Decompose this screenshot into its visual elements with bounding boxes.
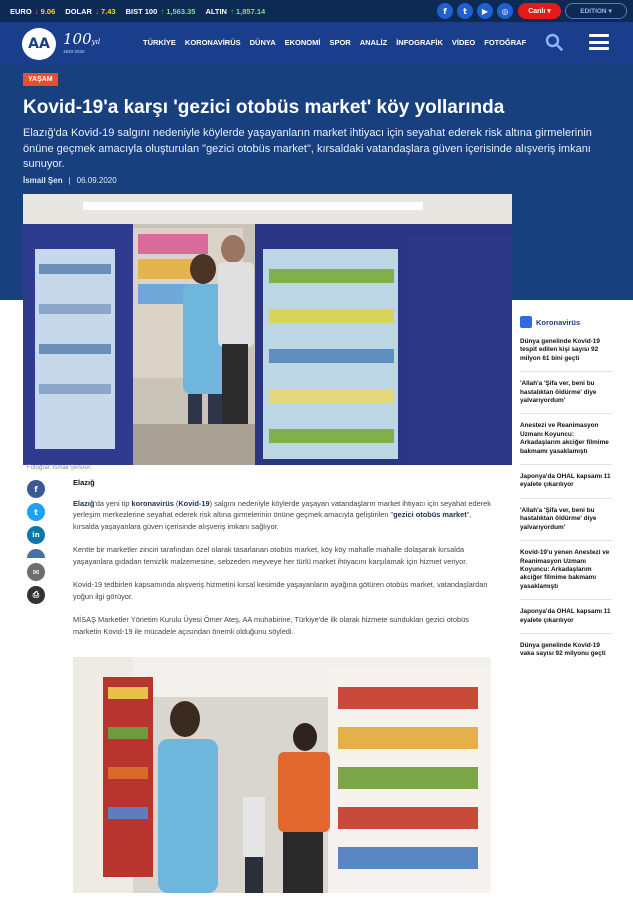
live-button[interactable]: Canlı ▾ (518, 3, 561, 19)
ticker-value: 9.06 (40, 6, 56, 16)
ticker-altin[interactable] (205, 7, 265, 16)
article-second-photo[interactable] (73, 657, 491, 893)
arrow-down-icon: ↓ (34, 6, 39, 16)
youtube-icon[interactable]: ▶ (477, 3, 493, 19)
twitter-icon[interactable]: t (457, 3, 473, 19)
keyword-link[interactable]: gezici otobüs market (393, 510, 467, 519)
edition-button-label: EDITION (580, 7, 607, 15)
keyword-link[interactable]: koronavirüs (131, 498, 174, 508)
article-paragraph: Kovid-19 tedbirleri kapsamında alışveriş hizmetini kırsal kesimde yaşayanların ayağına götüren otobüs market, vatandaşlardan yoğun ilgi görüyor. (73, 580, 488, 601)
article-paragraph: Kentte bir marketler zinciri tarafından özel olarak tasarlanan otobüs market, köy köy mahalle mahalle dolaşarak kırsalda yaşayanlara gıdadan temizlik malzemesine, sebzeden meyveye her türlü market ihtiyacını karşılamak için hizmet veriyor. (73, 545, 468, 566)
facebook-icon[interactable]: f (437, 3, 453, 19)
nav-item-analiz[interactable]: ANALİZ (359, 38, 388, 47)
nav-item-turkiye[interactable]: TÜRKİYE (143, 38, 176, 47)
keyword-link[interactable]: Kovid-19 (178, 498, 210, 508)
ticker-name: EURO (10, 6, 32, 16)
sidebar-news-item[interactable]: Anestezi ve Reanimasyon Uzmanı Koyuncu: Arkadaşlarım akciğer filmime bakmamı yasaklamıştı (520, 422, 612, 465)
sidebar-heading-label: Koronavirüs (536, 317, 581, 327)
aa-logo[interactable] (22, 28, 56, 60)
publish-date: 06.09.2020 (76, 176, 117, 185)
anniversary-years: 1920-2020 (63, 49, 85, 54)
share-glyph: f (34, 484, 38, 494)
nav-item-spor[interactable]: SPOR (329, 38, 351, 47)
ticker-bist100[interactable] (126, 7, 196, 16)
article-paragraph (73, 498, 493, 533)
location-link[interactable]: Elazığ (73, 498, 95, 508)
category-badge[interactable]: YAŞAM (23, 73, 58, 86)
nav-menu (143, 38, 526, 47)
twitter-icon[interactable] (27, 503, 45, 521)
article-lead: Elazığ'da Kovid-19 salgını nedeniyle köylerde yaşayanların market ihtiyacı için seyahat ederek risk altına girmelerinin önüne geçmek amacıyla oluşturulan "gezici otobüs market", kırsaldaki vatandaşlara güven içerisinde alışveriş imkanı sunuyor. (23, 127, 592, 170)
article-text: ) salgını nedeniyle köylerde yaşayan vatandaşların market ihtiyacı için seyahat ederek yerleşim merkezlerine seyahat ederek risk altına girmelerinin önüne geçmek amacıyla geliştirilen " (73, 498, 491, 519)
market-ticker (0, 0, 633, 22)
article-title: Kovid-19'a karşı 'gezici otobüs market' köy yollarında (23, 97, 505, 118)
instagram-icon[interactable]: ◎ (497, 3, 513, 19)
byline-separator: | (68, 176, 71, 185)
ticker-name: ALTIN (205, 6, 227, 16)
photo-credit: Fotoğraf: İsmail Şen/AA (27, 465, 91, 471)
sidebar-news-item[interactable]: Japonya'da OHAL kapsamı 11 eyalete çıkarılıyor (520, 473, 612, 499)
whatsapp-icon[interactable] (27, 549, 45, 558)
logo-anniversary-suffix: yıl (91, 38, 101, 46)
sidebar-news-item[interactable]: 'Allah'a 'Şifa ver, beni bu hastalıktan öldürme' diye yalvarıyordum' (520, 380, 612, 414)
share-glyph: in (32, 531, 40, 539)
sidebar-news-item[interactable]: Japonya'da OHAL kapsamı 11 eyalete çıkarılıyor (520, 608, 612, 634)
hamburger-menu-icon[interactable] (589, 34, 609, 50)
sidebar-news-item[interactable]: Dünya genelinde Kovid-19 vaka sayısı 92 milyonu geçti (520, 641, 606, 658)
share-glyph: ✉ (32, 567, 40, 577)
article-text: ( (173, 498, 179, 508)
nav-item-infografik[interactable]: İNFOGRAFİK (396, 38, 443, 47)
nav-item-video[interactable]: VİDEO (451, 38, 476, 47)
article-main-photo[interactable] (23, 194, 512, 465)
share-toolbar (27, 480, 45, 604)
ticker-name: DOLAR (65, 6, 92, 16)
anniversary-logo (63, 30, 100, 48)
article-paragraph: MİSAŞ Marketler Yönetim Kurulu Üyesi Ömer Ateş, AA muhabirine, Türkiye'de ilk olarak hizmete sundukları gezici otobüs marketin Kovid-19 ile mücadele açısından önemli olduğunu söyledi. (73, 615, 469, 636)
logo-mark: AA (28, 36, 50, 52)
nav-item-dunya[interactable]: DÜNYA (249, 38, 276, 47)
sidebar-heading[interactable] (520, 316, 612, 328)
main-navigation (0, 22, 633, 65)
edition-button[interactable]: EDITION ▾ (565, 3, 627, 19)
sidebar-news-item[interactable]: Kovid-19'u yenen Anestezi ve Reanimasyon Uzmanı Koyuncu: Arkadaşlarım akciğer filmime bakmamı yasaklamıştı (520, 549, 612, 600)
search-icon[interactable] (545, 33, 563, 51)
ticker-value: 1,563.35 (166, 6, 196, 16)
author-name[interactable]: İsmail Şen (23, 176, 63, 185)
arrow-up-icon: ↑ (160, 6, 165, 16)
social-links (437, 3, 513, 19)
ticker-value: 1,857.14 (235, 6, 266, 16)
share-glyph: ⎙ (32, 590, 40, 599)
linkedin-icon[interactable] (27, 526, 45, 544)
ticker-name: BIST 100 (125, 6, 158, 16)
dateline-location: Elazığ (73, 478, 95, 487)
live-button-label: Canlı (528, 7, 546, 15)
sidebar-news-item[interactable]: Dünya genelinde Kovid-19 tespit edilen kişi sayısı 92 milyon 61 bini geçti (520, 338, 612, 372)
facebook-icon[interactable] (27, 480, 45, 498)
sidebar-related (520, 316, 612, 675)
ticker-dolar[interactable] (65, 7, 115, 16)
nav-item-ekonomi[interactable]: EKONOMİ (284, 38, 321, 47)
mail-icon[interactable] (27, 563, 45, 581)
article-body (73, 477, 493, 649)
arrow-up-icon: ↑ (229, 6, 234, 16)
ticker-value: 7.43 (100, 6, 116, 16)
article-text: 'da yeni tip (94, 498, 132, 508)
article-text: ", kırsalda yaşayanlara güven içerisinde alışveriş imkanı sağlıyor. (73, 510, 472, 531)
nav-item-fotograf[interactable]: FOTOĞRAF (484, 38, 527, 47)
ticker-euro[interactable] (10, 7, 55, 16)
byline (23, 176, 117, 185)
sidebar-news-item[interactable]: 'Allah'a 'Şifa ver, beni bu hastalıktan öldürme' diye yalvarıyordum' (520, 507, 612, 541)
print-icon[interactable] (27, 586, 45, 604)
chat-bubble-icon (520, 316, 532, 328)
logo-anniversary-number: 100 (63, 30, 92, 48)
nav-item-koronavirus[interactable]: KORONAVİRÜS (184, 38, 241, 47)
arrow-down-icon: ↓ (94, 6, 99, 16)
share-glyph: t (34, 507, 38, 517)
